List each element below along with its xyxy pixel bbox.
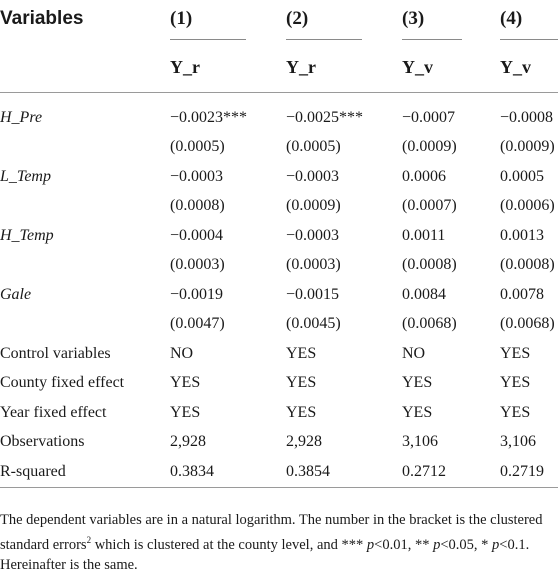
table-cell: (0.0008) [500, 256, 555, 274]
column-header-4: (4) [500, 8, 523, 29]
table-row [0, 398, 558, 428]
column-header-2: (2) [286, 8, 309, 29]
table-row [0, 369, 558, 399]
table-cell: 0.2719 [500, 457, 558, 487]
table-cell: −0.0019 [170, 285, 224, 303]
table-cell: YES [402, 403, 433, 421]
row-label: County fixed effect [0, 374, 125, 392]
table-cell: YES [402, 374, 433, 392]
table-cell: 0.0005 [500, 167, 544, 185]
dependent-variable-1: Y_r [170, 56, 200, 77]
table-cell: 0.0011 [402, 226, 446, 244]
row-label: L_Temp [0, 167, 51, 185]
dependent-variable-4: Y_v [500, 56, 531, 77]
table-cell: YES [286, 374, 317, 392]
table-row [0, 162, 558, 192]
table-cell: 3,106 [402, 433, 438, 451]
dependent-variable-3: Y_v [402, 56, 433, 77]
table-row [0, 428, 558, 458]
table-cell: NO [170, 344, 194, 362]
table-row [0, 221, 558, 251]
table-cell: (0.0068) [402, 315, 457, 333]
table-cell: YES [500, 403, 531, 421]
table-cell: (0.0009) [402, 138, 457, 156]
variables-header: Variables [0, 8, 84, 29]
table-row [0, 251, 558, 281]
table-cell: 0.0084 [402, 285, 446, 303]
row-label: Gale [0, 285, 32, 303]
table-cell: (0.0009) [286, 197, 341, 215]
table-row [0, 339, 558, 369]
table-cell: −0.0003 [170, 167, 224, 185]
column-rule-3 [402, 39, 462, 40]
table-cell: −0.0015 [286, 285, 340, 303]
table-body [0, 93, 558, 488]
table-cell: 3,106 [500, 433, 536, 451]
row-label: H_Temp [0, 226, 54, 244]
table-cell: (0.0006) [500, 197, 555, 215]
table-cell: (0.0003) [286, 256, 341, 274]
column-rule-2 [286, 39, 362, 40]
column-header-1: (1) [170, 8, 193, 29]
table-cell: (0.0005) [170, 138, 225, 156]
table-cell: YES [170, 403, 201, 421]
table-cell: (0.0009) [500, 138, 555, 156]
table-cell: 2,928 [170, 433, 206, 451]
table-cell: −0.0007 [402, 108, 456, 126]
table-cell: YES [286, 344, 317, 362]
table-cell: YES [170, 374, 201, 392]
row-label [0, 310, 170, 340]
table-cell: (0.0047) [170, 315, 225, 333]
table-cell: (0.0003) [170, 256, 225, 274]
dependent-variable-2: Y_r [286, 56, 316, 77]
table-cell: (0.0045) [286, 315, 341, 333]
table-cell: (0.0007) [402, 197, 457, 215]
table-cell: −0.0004 [170, 226, 224, 244]
table-cell: (0.0008) [170, 197, 225, 215]
table-cell: (0.0008) [402, 256, 457, 274]
row-label: Control variables [0, 344, 111, 362]
row-label [0, 133, 170, 163]
row-label [0, 192, 170, 222]
table-row [0, 457, 558, 487]
table-cell: −0.0023*** [170, 108, 248, 126]
dependent-variable-row [0, 46, 558, 93]
table-cell: (0.0068) [500, 315, 555, 333]
table-cell: 2,928 [286, 433, 322, 451]
header-rule-row [0, 36, 558, 46]
row-label [0, 251, 170, 281]
row-label: R-squared [0, 457, 170, 487]
table-row [0, 280, 558, 310]
table-cell: YES [500, 374, 531, 392]
row-label: Observations [0, 433, 85, 451]
table-cell: 0.0078 [500, 285, 544, 303]
table-cell: YES [500, 344, 531, 362]
table-cell: −0.0003 [286, 226, 340, 244]
table-row [0, 103, 558, 133]
body-top-spacer [0, 93, 558, 104]
column-number-row [0, 0, 558, 36]
table-row [0, 133, 558, 163]
table-cell: (0.0005) [286, 138, 341, 156]
row-label: Year fixed effect [0, 403, 107, 421]
table-cell: 0.3834 [170, 457, 286, 487]
table-cell: 0.0006 [402, 167, 446, 185]
column-rule-4 [500, 39, 558, 40]
table-cell: 0.3854 [286, 457, 402, 487]
table-cell: 0.0013 [500, 226, 544, 244]
table-cell: −0.0008 [500, 108, 554, 126]
table-footnote: The dependent variables are in a natural logarithm. The number in the bracket is the clustered standard errors$^2$ which is clustered at the county level, and *** p<0.01, ** p<0.05, * p<0.1. Hereinafter is the same. [0, 512, 543, 573]
table-row [0, 192, 558, 222]
table-row [0, 310, 558, 340]
table-cell: YES [286, 403, 317, 421]
table-cell: NO [402, 344, 426, 362]
table-cell: −0.0003 [286, 167, 340, 185]
column-rule-1 [170, 39, 246, 40]
row-label: H_Pre [0, 108, 43, 126]
column-header-3: (3) [402, 8, 425, 29]
table-cell: −0.0025*** [286, 108, 364, 126]
table-cell: 0.2712 [402, 457, 500, 487]
